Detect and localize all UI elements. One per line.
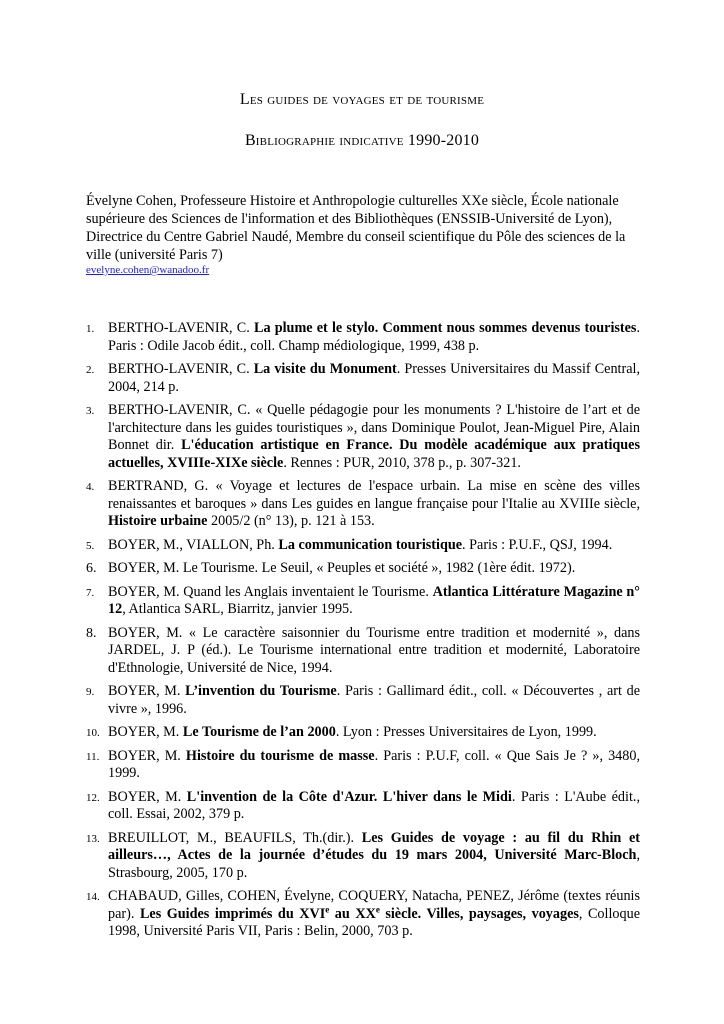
entry-number: 7.	[86, 586, 95, 599]
entry-author: CHABAUD, Gilles, COHEN, Évelyne, COQUERY, Natacha, PENEZ, Jérôme (textes réunis par).	[108, 888, 640, 922]
author-email-link[interactable]: evelyne.cohen@wanadoo.fr	[86, 264, 210, 276]
bibliography-entry	[86, 537, 640, 555]
entry-title: La communication touristique	[278, 536, 463, 553]
entry-details: . Paris : P.U.F., QSJ, 1994.	[462, 536, 613, 553]
entry-details: . Rennes : PUR, 2010, 378 p., p. 307-321.	[283, 454, 521, 471]
bibliography-entry	[86, 320, 640, 355]
entry-details: . Paris : L'Aube édit., coll. Essai, 2002, 379 p.	[108, 788, 641, 822]
entry-title: La plume et le stylo. Comment nous sommes devenus touristes	[253, 320, 637, 336]
entry-title-part: siècle. Villes, paysages, voyages	[379, 905, 579, 922]
entry-number: 2.	[86, 364, 95, 376]
bibliography-entry	[86, 724, 640, 742]
entry-title-part: Les Guides imprimés du XVI	[139, 905, 326, 922]
superscript: e	[375, 903, 380, 914]
entry-details: . Paris : P.U.F, coll. « Que Sais Je ? », 3480, 1999.	[108, 747, 641, 781]
entry-author: BOYER, M., VIALLON, Ph.	[108, 536, 279, 553]
entry-details: , Atlantica SARL, Biarritz, janvier 1995.	[122, 601, 353, 617]
entry-number: 8.	[86, 625, 97, 641]
bibliography-entry	[86, 888, 640, 941]
entry-number: 9.	[86, 686, 95, 698]
entry-author: BERTHO-LAVENIR, C. « Quelle pédagogie pour les monuments ? L'histoire de l’art et de l'architecture dans les guides touristiques », dans Dominique Poulot, Jean-Miguel Pire, Alain Bonnet dir.	[108, 402, 640, 453]
entry-number: 3.	[86, 405, 95, 417]
bibliography-entry	[86, 361, 640, 396]
entry-number: 13.	[86, 832, 100, 845]
entry-details: . Paris : Odile Jacob édit., coll. Champ médiologique, 1999, 438 p.	[108, 320, 641, 354]
entry-details: , Colloque 1998, Université Paris VII, Paris : Belin, 2000, 703 p.	[108, 905, 640, 939]
entry-author: BREUILLOT, M., BEAUFILS, Th.(dir.).	[108, 829, 362, 846]
document-title: Les guides de voyages et de tourisme	[239, 91, 485, 108]
entry-number: 14.	[86, 891, 100, 903]
entry-title: Histoire urbaine	[108, 513, 208, 529]
entry-number: 4.	[86, 481, 95, 493]
bibliography-entry	[86, 683, 640, 718]
entry-title: Le Tourisme de l’an 2000	[182, 724, 336, 740]
entry-title: L'éducation artistique en France. Du modèle académique aux pratiques actuelles, XVIIIe-XIXe siècle	[108, 437, 640, 471]
entry-author: BOYER, M. Le Tourisme. Le Seuil, « Peuples et société », 1982 (1ère édit. 1972).	[108, 560, 576, 576]
entry-details: . Paris : Gallimard édit., coll. « Découvertes , art de vivre », 1996.	[108, 683, 640, 717]
entry-number: 1.	[86, 323, 95, 335]
bibliography-entry	[86, 584, 640, 619]
entry-title: Les Guides de voyage : au fil du Rhin et ailleurs…, Actes de la journée d’études du 19 mars 2004, Université Marc-Bloch	[108, 829, 640, 863]
entry-author: BOYER, M.	[108, 788, 187, 805]
bibliography-entry	[86, 748, 640, 783]
author-block	[86, 192, 640, 277]
entry-number: 6.	[86, 561, 97, 576]
entry-author: BOYER, M.	[108, 747, 186, 764]
bibliography-entry	[86, 789, 640, 824]
entry-title: L’invention du Tourisme	[185, 683, 337, 699]
entry-number: 5.	[86, 539, 95, 552]
entry-author: BOYER, M. Quand les Anglais inventaient le Tourisme.	[108, 583, 433, 600]
bibliography-entry	[86, 478, 640, 531]
entry-number: 11.	[86, 750, 100, 763]
entry-author: BOYER, M.	[108, 724, 183, 740]
bibliography-entry	[86, 625, 640, 678]
bibliography-entry	[86, 402, 640, 472]
entry-title: Histoire du tourisme de masse	[185, 747, 375, 764]
entry-details: . Lyon : Presses Universitaires de Lyon, 1999.	[335, 724, 597, 740]
document-subtitle: Bibliographie indicative 1990-2010	[244, 132, 480, 149]
entry-title-part: au XX	[329, 905, 376, 922]
entry-author: BERTHO-LAVENIR, C.	[108, 361, 254, 377]
entry-details: . Presses Universitaires du Massif Central, 2004, 214 p.	[108, 361, 641, 395]
bibliography-entry	[86, 830, 640, 883]
superscript: e	[325, 903, 330, 914]
entry-title: La visite du Monument	[253, 361, 397, 377]
entry-details: , Strasbourg, 2005, 170 p.	[108, 847, 640, 881]
entry-number: 10.	[86, 727, 100, 739]
entry-title: Atlantica Littérature Magazine n° 12	[108, 583, 640, 617]
author-affiliation: Évelyne Cohen, Professeure Histoire et Anthropologie culturelles XXe siècle, École nationale supérieure des Sciences de l'information et des Bibliothèques (ENSSIB-Université de Lyon), Directrice du Centre Gabriel Naudé, Membre du conseil scientifique du Pôle des sciences de la ville (université Paris 7)	[86, 193, 626, 263]
entry-title	[139, 903, 579, 922]
entry-title: L'invention de la Côte d'Azur. L'hiver dans le Midi	[186, 788, 512, 805]
bibliography-list	[86, 320, 640, 947]
entry-details: 2005/2 (n° 13), p. 121 à 153.	[207, 513, 375, 529]
entry-author: BOYER, M.	[108, 683, 186, 699]
bibliography-entry	[86, 560, 640, 578]
entry-author: BERTRAND, G. « Voyage et lectures de l'espace urbain. La mise en scène des villes renaissantes et baroques » dans Les guides en langue française pour l'Italie au XVIIIe siècle,	[108, 478, 640, 512]
entry-author: BERTHO-LAVENIR, C.	[108, 320, 254, 336]
entry-author: BOYER, M. « Le caractère saisonnier du Tourisme entre tradition et modernité », dans JARDEL, J. P (éd.). Le Tourisme international entre tradition et modernité, Laboratoire d'Ethnologie, Université de Nice, 1994.	[108, 624, 640, 676]
entry-number: 12.	[86, 791, 100, 804]
